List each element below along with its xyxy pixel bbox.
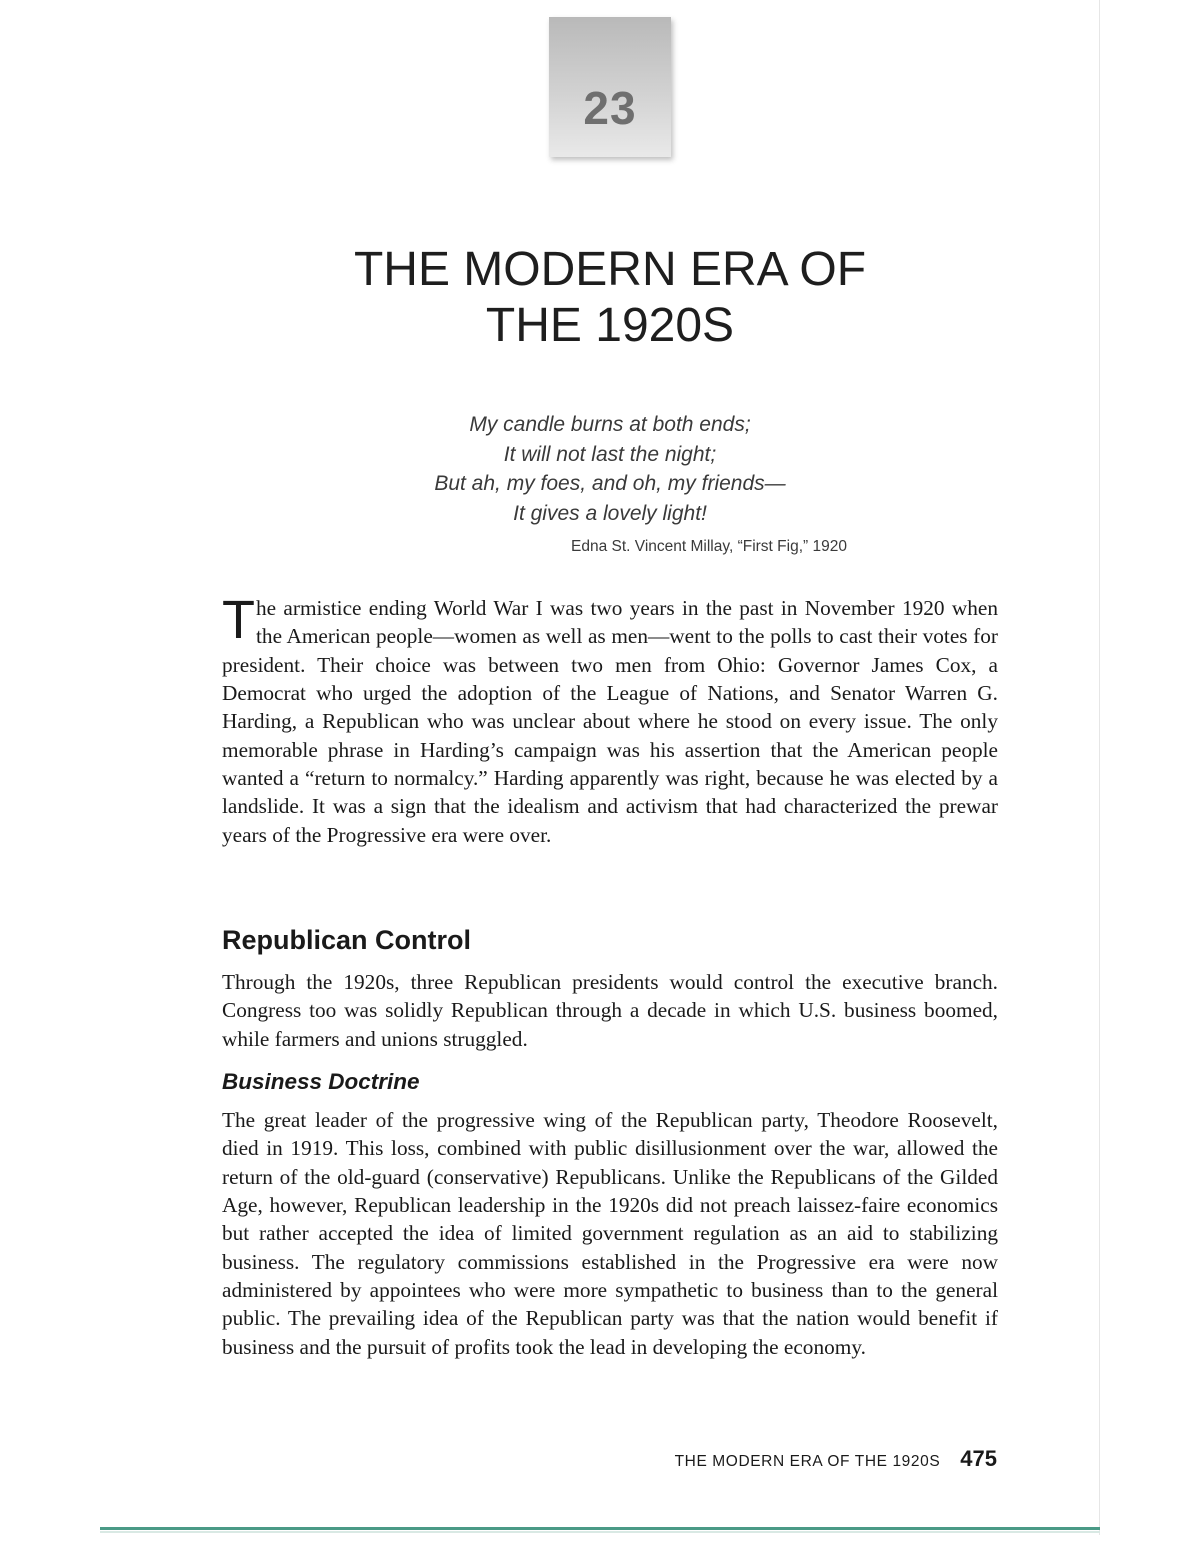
subsection-heading-business-doctrine: Business Doctrine bbox=[222, 1069, 420, 1094]
running-footer bbox=[675, 1446, 997, 1472]
chapter-title-line-1: THE MODERN ERA OF bbox=[353, 243, 867, 296]
epigraph-line: My candle burns at both ends; bbox=[469, 413, 751, 436]
epigraph bbox=[0, 410, 1200, 528]
epigraph-line: It gives a lovely light! bbox=[513, 501, 707, 525]
epigraph-line: But ah, my foes, and oh, my friends— bbox=[434, 472, 786, 495]
intro-paragraph bbox=[222, 590, 998, 849]
chapter-title-line-2: THE 1920S bbox=[485, 299, 735, 352]
bottom-rule bbox=[100, 1527, 1100, 1530]
business-doctrine-paragraph: The great leader of the progressive wing of the Republican party, Theodore Roosevelt, died in 1919. This loss, combined with public disillusionment over the war, allowed the return of the old-guard (conservative) Republicans. Unlike the Republicans of the Gilded Age, however, Republican leadership in the 1920s did not preach laissez-faire economics but rather accepted the idea of limited government regulation as an aid to stabilizing business. The regulatory commissions established in the Progressive era were now administered by appointees who were more sympathetic to business than to the general public. The prevailing idea of the Republican party was that the nation would benefit if business and the pursuit of profits took the lead in developing the economy. bbox=[222, 1108, 998, 1359]
chapter-title bbox=[0, 242, 1200, 354]
page-edge bbox=[1099, 0, 1100, 1535]
section-heading-republican-control: Republican Control bbox=[222, 925, 471, 955]
chapter-number: 23 bbox=[583, 82, 637, 134]
bottom-rule-shadow bbox=[100, 1531, 1100, 1533]
footer-running-title: THE MODERN ERA OF THE 1920S bbox=[674, 1453, 941, 1470]
intro-paragraph-text: he armistice ending World War I was two years in the past in November 1920 when the American people—women as well as men—went to the polls to cast their votes for president. Their choice was between two men from Ohio: Governor James Cox, a Democrat who urged the adoption of the League of Nations, and Senator Warren G. Harding, a Republican who was unclear about where he stood on every issue. The only memorable phrase in Harding’s campaign was his assertion that the American people wanted a “return to normalcy.” Harding apparently was right, because he was elected by a landslide. It was a sign that the idealism and activism that had characterized the prewar years of the Progressive era were over. bbox=[222, 596, 998, 847]
drop-cap: T bbox=[222, 590, 255, 650]
republican-control-paragraph: Through the 1920s, three Republican presidents would control the executive branch. Congress too was solidly Republican through a decade in which U.S. business boomed, while farmers and unions struggled. bbox=[222, 970, 998, 1051]
page-number: 475 bbox=[960, 1446, 997, 1471]
epigraph-attribution: Edna St. Vincent Millay, “First Fig,” 1920 bbox=[571, 538, 847, 555]
epigraph-line: It will not last the night; bbox=[503, 442, 717, 466]
chapter-number-box bbox=[549, 17, 671, 157]
